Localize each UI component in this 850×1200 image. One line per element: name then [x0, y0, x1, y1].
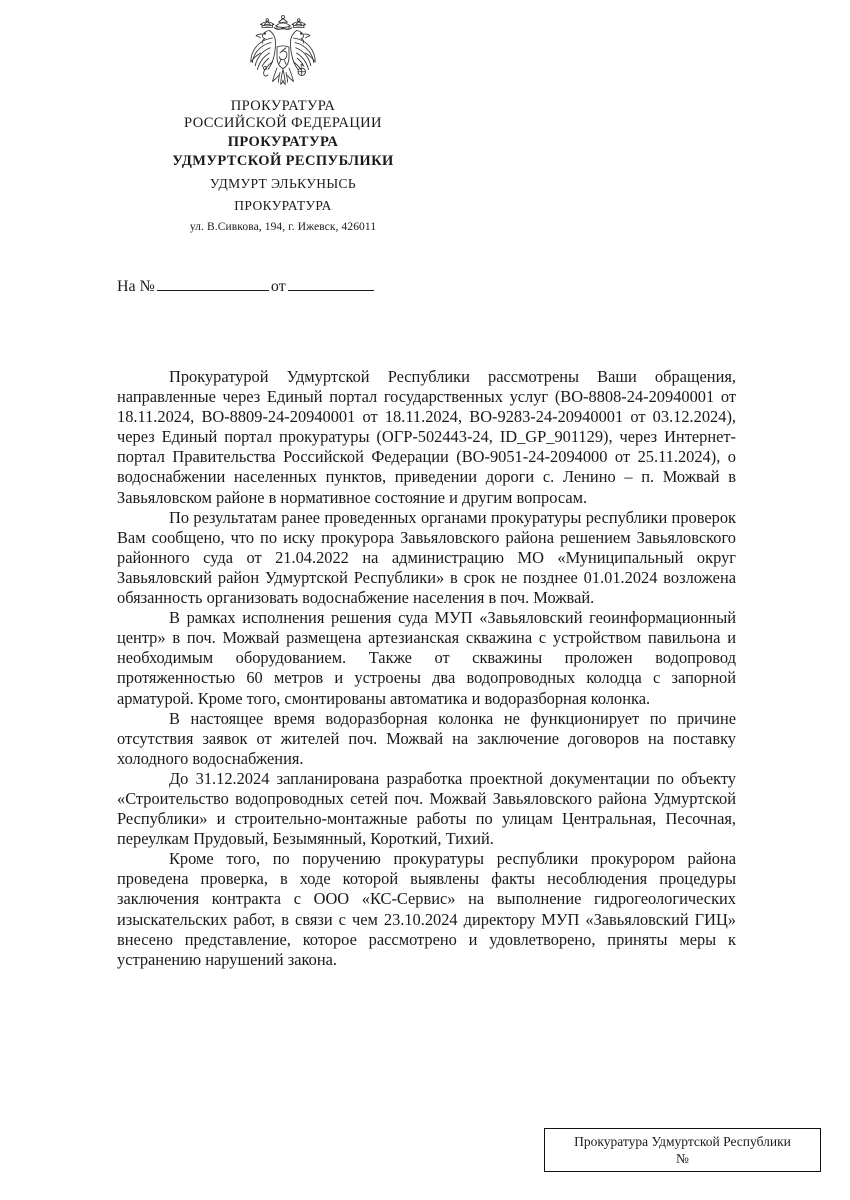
body-paragraph-5: До 31.12.2024 запланирована разработка проектной документации по объекту «Строительство водопроводных сетей поч. Можвай Завьяловского района Удмуртской Республики» и строительно-монтажные работы по улицам Центральная, Песочная, переулкам Прудовый, Безымянный, Короткий, Тихий. [117, 768, 736, 849]
letterhead-line-2: РОССИЙСКОЙ ФЕДЕРАЦИИ [184, 115, 382, 132]
stamp-organization: Прокуратура Удмуртской Республики [574, 1134, 791, 1149]
body-paragraph-2: По результатам ранее проведенных органами прокуратуры республики проверок Вам сообщено, что по иску прокурора Завьяловского района решением Завьяловского районного суда от 21.04.2022 на администрацию МО «Муниципальный округ Завьяловский район Удмуртской Республики» в срок не позднее 01.01.2024 возложена обязанность организовать водоснабжение населения в поч. Можвай. [117, 507, 736, 608]
body-paragraph-3: В рамках исполнения решения суда МУП «Завьяловский геоинформационный центр» в поч. Можвай размещена артезианская скважина с устройством павильона и необходимым оборудованием. Также от скважины проложен водопровод протяженностью 60 метров и устроены два водопроводных колодца с запорной арматурой. Кроме того, смонтированы автоматика и водоразборная колонка. [117, 608, 736, 708]
registration-stamp-box [544, 1128, 821, 1172]
reference-line [117, 275, 376, 296]
russian-coat-of-arms-icon [237, 14, 329, 92]
letterhead-line-3: ПРОКУРАТУРА [227, 134, 339, 151]
body-paragraph-1: Прокуратурой Удмуртской Республики рассмотрены Ваши обращения, направленные через Единый портал государственных услуг (ВО-8808-24-20940001 от 18.11.2024, ВО-8809-24-20940001 от 18.11.2024, ВО-9283-24-20940001 от 03.12.2024), через Единый портал прокуратуры (ОГР-502443-24, ID_GP_901129), через Интернет-портал Правительства Российской Федерации (ВО-9051-24-2094000 от 25.11.2024), о водоснабжении населенных пунктов, приведении дороги с. Ленино – п. Можвай в Завьяловском районе в нормативное состояние и другим вопросам. [117, 367, 736, 507]
reference-number-label: На № [117, 278, 155, 296]
body-paragraph-6: Кроме того, по поручению прокуратуры республики прокурором района проведена проверка, в ходе которой выявлены факты несоблюдения процедуры заключения контракта с ООО «КС-Сервис» на выполнение гидрогеологических изыскательских работ, в связи с чем 23.10.2024 директору МУП «Завьяловский ГИЦ» внесено представление, которое рассмотрено и удовлетворено, приняты меры к устранению нарушений закона. [117, 849, 736, 969]
reference-date-field[interactable] [288, 275, 374, 291]
letterhead-line-5: УДМУРТ ЭЛЬКУНЫСЬ [209, 176, 357, 192]
body-paragraph-4: В настоящее время водоразборная колонка не функционирует по причине отсутствия заявок от жителей поч. Можвай на заключение договоров на поставку холодного водоснабжения. [117, 708, 736, 768]
letterhead-line-6: ПРОКУРАТУРА [234, 198, 332, 214]
letterhead-line-1: ПРОКУРАТУРА [230, 98, 336, 114]
stamp-number-label: № [676, 1151, 689, 1166]
reference-number-field[interactable] [157, 275, 269, 291]
reference-date-label: от [270, 278, 286, 296]
letterhead-address: ул. В.Сивкова, 194, г. Ижевск, 426011 [189, 221, 377, 234]
letterhead [0, 14, 566, 233]
document-body [117, 367, 736, 970]
letterhead-line-4: УДМУРТСКОЙ РЕСПУБЛИКИ [172, 153, 394, 170]
